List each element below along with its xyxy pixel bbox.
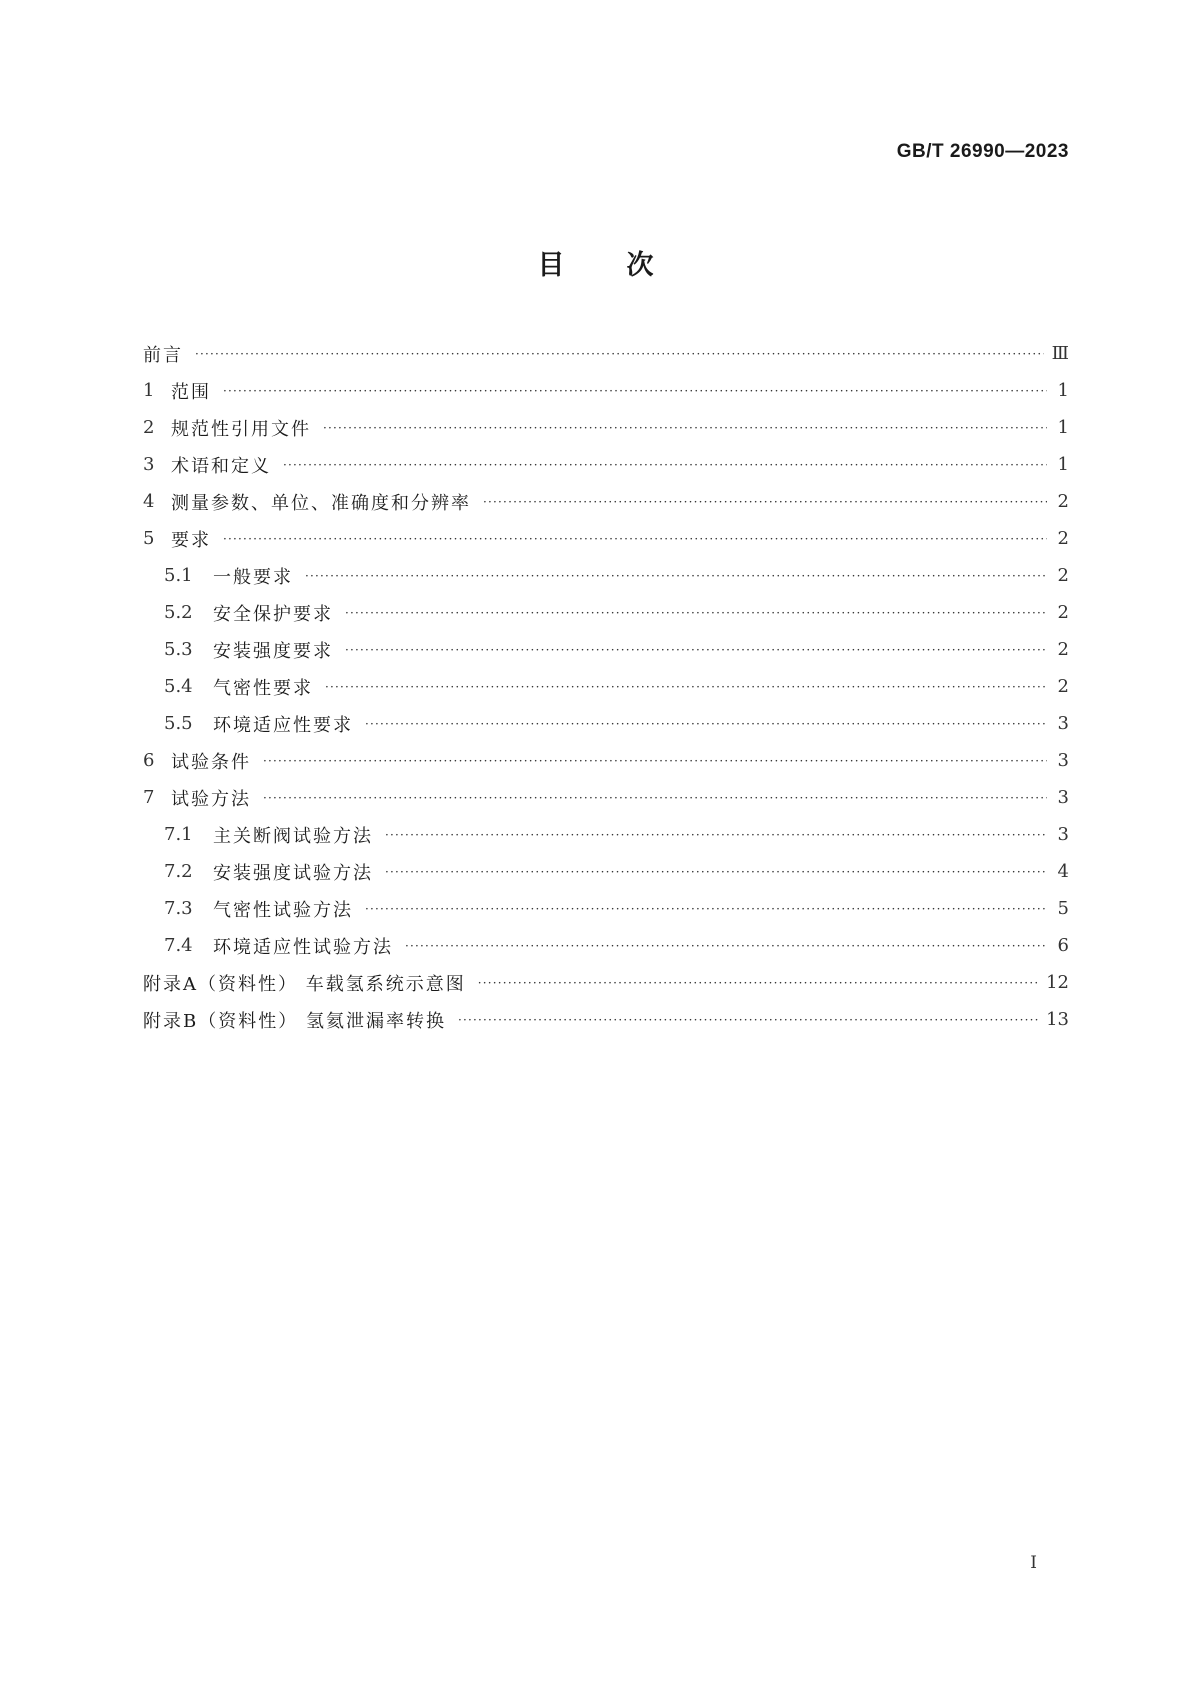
toc-entry[interactable] bbox=[143, 631, 1069, 668]
toc-leader-dots bbox=[365, 902, 1047, 916]
toc-entry[interactable] bbox=[143, 964, 1069, 1001]
toc-entry-label: 规范性引用文件 bbox=[171, 418, 311, 440]
toc-entry-label: 环境适应性试验方法 bbox=[213, 936, 393, 958]
toc-entry-label: 安装强度要求 bbox=[213, 640, 333, 662]
toc-entry[interactable] bbox=[143, 372, 1069, 409]
toc-leader-dots bbox=[263, 754, 1047, 768]
toc-entry-number: 3 bbox=[143, 454, 155, 475]
toc-leader-dots bbox=[385, 865, 1047, 879]
toc-entry-page: 3 bbox=[1057, 750, 1069, 771]
toc-entry-page: 1 bbox=[1057, 417, 1069, 438]
toc-entry-page: 2 bbox=[1057, 565, 1069, 586]
toc-entry[interactable] bbox=[143, 409, 1069, 446]
toc-entry-number: 4 bbox=[143, 491, 155, 512]
toc-leader-dots bbox=[325, 680, 1047, 694]
toc-entry-number: 5.1 bbox=[164, 565, 193, 586]
toc-leader-dots bbox=[223, 532, 1047, 546]
toc-entry-page: 2 bbox=[1057, 491, 1069, 512]
toc-entry-page: 1 bbox=[1057, 380, 1069, 401]
toc-entry-label: 附录A（资料性） 车载氢系统示意图 bbox=[143, 973, 466, 995]
toc-entry-number: 5.2 bbox=[164, 602, 193, 623]
toc-entry[interactable] bbox=[143, 927, 1069, 964]
toc-entry-label: 气密性试验方法 bbox=[213, 899, 353, 921]
table-of-contents bbox=[143, 335, 1069, 1038]
toc-entry-page: 3 bbox=[1057, 787, 1069, 808]
toc-entry-page: 1 bbox=[1057, 454, 1069, 475]
toc-leader-dots bbox=[405, 939, 1047, 953]
toc-entry[interactable] bbox=[143, 668, 1069, 705]
toc-entry-page: 3 bbox=[1057, 713, 1069, 734]
toc-leader-dots bbox=[323, 421, 1047, 435]
toc-leader-dots bbox=[385, 828, 1047, 842]
toc-entry-page: 2 bbox=[1057, 602, 1069, 623]
toc-leader-dots bbox=[223, 384, 1047, 398]
toc-entry-number: 1 bbox=[143, 380, 155, 401]
toc-entry-page: 2 bbox=[1057, 676, 1069, 697]
toc-entry-number: 7.1 bbox=[164, 824, 193, 845]
toc-entry-number: 5.4 bbox=[164, 676, 193, 697]
toc-entry-number: 6 bbox=[143, 750, 155, 771]
toc-leader-dots bbox=[195, 347, 1044, 361]
toc-entry-label: 附录B（资料性） 氢氦泄漏率转换 bbox=[143, 1010, 446, 1032]
toc-entry-page: 2 bbox=[1057, 528, 1069, 549]
toc-entry-page: 6 bbox=[1057, 935, 1069, 956]
toc-entry[interactable] bbox=[143, 483, 1069, 520]
toc-entry-page: 3 bbox=[1057, 824, 1069, 845]
toc-entry-page: Ⅲ bbox=[1051, 343, 1069, 364]
toc-entry-label: 一般要求 bbox=[213, 566, 293, 588]
toc-leader-dots bbox=[345, 643, 1047, 657]
toc-entry[interactable] bbox=[143, 816, 1069, 853]
toc-entry[interactable] bbox=[143, 1001, 1069, 1038]
toc-entry-number: 7.3 bbox=[164, 898, 193, 919]
toc-entry[interactable] bbox=[143, 742, 1069, 779]
toc-title: 目次 bbox=[537, 250, 716, 281]
toc-entry[interactable] bbox=[143, 779, 1069, 816]
toc-entry-label: 主关断阀试验方法 bbox=[213, 825, 373, 847]
toc-leader-dots bbox=[263, 791, 1047, 805]
toc-entry-number: 2 bbox=[143, 417, 155, 438]
toc-entry[interactable] bbox=[143, 446, 1069, 483]
toc-entry-label: 要求 bbox=[171, 529, 211, 551]
toc-entry-label: 气密性要求 bbox=[213, 677, 313, 699]
toc-entry[interactable] bbox=[143, 594, 1069, 631]
toc-entry-page: 13 bbox=[1046, 1009, 1069, 1030]
toc-leader-dots bbox=[458, 1013, 1038, 1027]
standard-code: GB/T 26990—2023 bbox=[896, 141, 1069, 162]
toc-entry[interactable] bbox=[143, 705, 1069, 742]
toc-entry-label: 安全保护要求 bbox=[213, 603, 333, 625]
toc-leader-dots bbox=[305, 569, 1047, 583]
toc-entry-page: 4 bbox=[1057, 861, 1069, 882]
toc-entry-number: 7.4 bbox=[164, 935, 193, 956]
toc-entry[interactable] bbox=[143, 520, 1069, 557]
toc-leader-dots bbox=[478, 976, 1038, 990]
toc-entry-page: 2 bbox=[1057, 639, 1069, 660]
toc-entry-label: 范围 bbox=[171, 381, 211, 403]
toc-entry[interactable] bbox=[143, 557, 1069, 594]
toc-entry-number: 7.2 bbox=[164, 861, 193, 882]
toc-leader-dots bbox=[345, 606, 1047, 620]
toc-entry-label: 测量参数、单位、准确度和分辨率 bbox=[171, 492, 471, 514]
toc-entry-number: 5 bbox=[143, 528, 155, 549]
toc-entry-page: 12 bbox=[1046, 972, 1069, 993]
toc-entry-number: 5.5 bbox=[164, 713, 193, 734]
toc-leader-dots bbox=[483, 495, 1047, 509]
toc-leader-dots bbox=[365, 717, 1047, 731]
toc-entry[interactable] bbox=[143, 890, 1069, 927]
toc-entry-label: 前言 bbox=[143, 344, 183, 366]
toc-entry-page: 5 bbox=[1057, 898, 1069, 919]
toc-leader-dots bbox=[283, 458, 1047, 472]
toc-entry[interactable] bbox=[143, 853, 1069, 890]
toc-entry-label: 术语和定义 bbox=[171, 455, 271, 477]
toc-entry[interactable] bbox=[143, 335, 1069, 372]
toc-entry-label: 试验方法 bbox=[171, 788, 251, 810]
page-number: Ⅰ bbox=[1030, 1553, 1037, 1573]
toc-entry-number: 5.3 bbox=[164, 639, 193, 660]
toc-entry-number: 7 bbox=[143, 787, 155, 808]
toc-entry-label: 安装强度试验方法 bbox=[213, 862, 373, 884]
toc-entry-label: 试验条件 bbox=[171, 751, 251, 773]
toc-entry-label: 环境适应性要求 bbox=[213, 714, 353, 736]
